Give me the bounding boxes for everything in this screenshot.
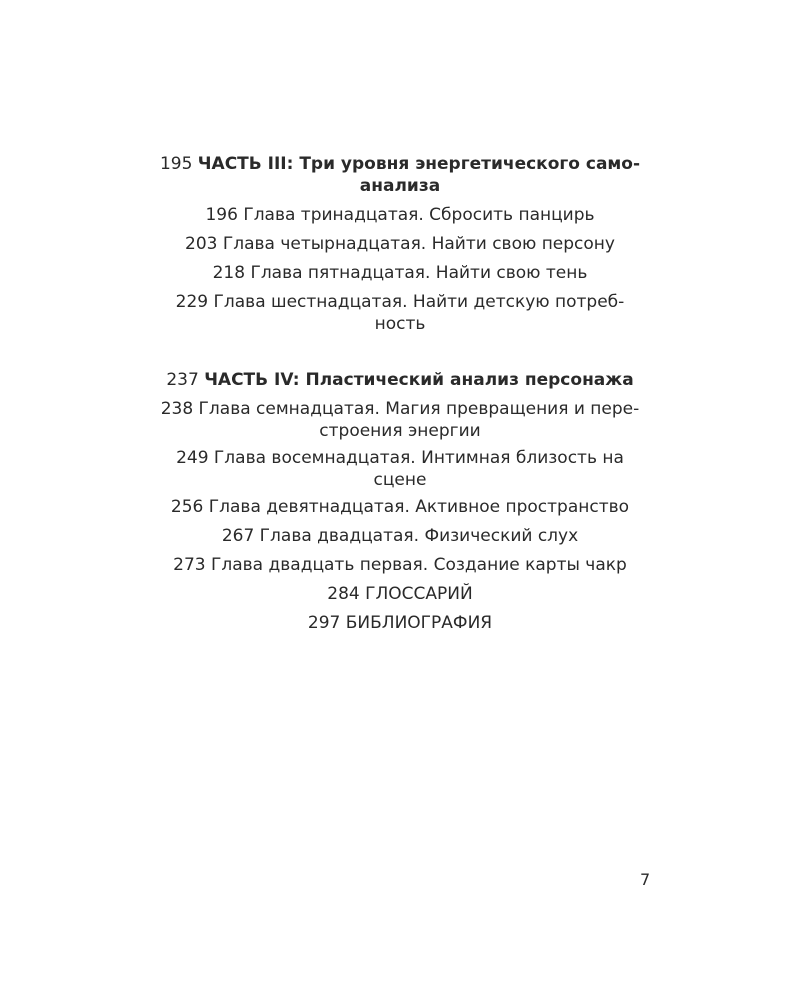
toc-part-4-title: ЧАСТЬ IV: Пластический анализ персонажа: [204, 370, 634, 390]
toc-bibliography[interactable]: [130, 612, 670, 634]
toc-chapter-16[interactable]: [130, 291, 670, 335]
toc-chapter-13-text: 196 Глава тринадцатая. Сбросить панцирь: [205, 205, 595, 225]
toc-chapter-15-text: 218 Глава пятнадцатая. Найти свою тень: [212, 263, 588, 283]
toc-chapter-21-text: 273 Глава двадцать первая. Создание карты чакр: [173, 555, 627, 575]
toc-bibliography-text: 297 БИБЛИОГРАФИЯ: [307, 613, 493, 633]
toc-part-4-page: 237: [166, 370, 199, 390]
toc-glossary[interactable]: [130, 583, 670, 605]
toc-chapter-18[interactable]: [130, 447, 670, 491]
toc-chapter-16-text: 229 Глава шестнадцатая. Найти детскую потреб-: [175, 292, 625, 312]
toc-chapter-17[interactable]: [130, 398, 670, 442]
toc-chapter-19[interactable]: [130, 496, 670, 518]
toc-part-3-page: 195: [159, 154, 193, 174]
toc-chapter-18-text-continued: сцене: [373, 470, 427, 490]
toc-glossary-text: 284 ГЛОССАРИЙ: [327, 584, 473, 604]
page-number: 7: [640, 870, 651, 889]
toc-chapter-14-text: 203 Глава четырнадцатая. Найти свою персону: [185, 234, 615, 254]
toc-chapter-15[interactable]: [130, 262, 670, 284]
toc-chapter-20-text: 267 Глава двадцатая. Физический слух: [221, 526, 579, 546]
toc-chapter-21[interactable]: [130, 554, 670, 576]
toc-chapter-20[interactable]: [130, 525, 670, 547]
toc-chapter-19-text: 256 Глава девятнадцатая. Активное пространство: [170, 497, 630, 517]
toc-part-3-line-1: [130, 153, 670, 175]
toc-chapter-18-text: 249 Глава восемнадцатая. Интимная близость на: [176, 448, 624, 468]
toc-part-3-title-continued: анализа: [359, 176, 441, 196]
toc-part-4-line: [130, 369, 670, 391]
toc-chapter-17-text-continued: строения энергии: [319, 421, 481, 441]
toc-chapter-16-text-continued: ность: [374, 314, 426, 334]
toc-part-4[interactable]: [130, 369, 670, 391]
toc-chapter-14[interactable]: [130, 233, 670, 255]
toc-part-3[interactable]: [130, 153, 670, 197]
toc-chapter-17-text: 238 Глава семнадцатая. Магия превращения и пере-: [160, 399, 640, 419]
toc-chapter-13[interactable]: [130, 204, 670, 226]
toc-part-3-title: ЧАСТЬ III: Три уровня энергетического само-: [197, 154, 641, 174]
